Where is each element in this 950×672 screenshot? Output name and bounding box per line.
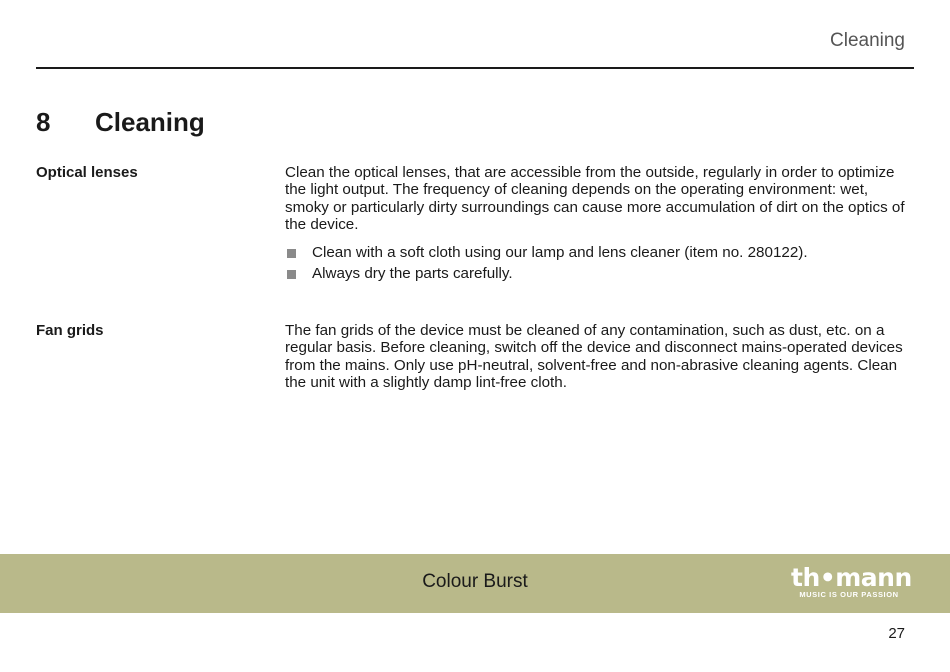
logo-tagline: MUSIC IS OUR PASSION — [799, 590, 899, 599]
section-body — [285, 164, 913, 286]
square-bullet-icon — [287, 249, 296, 258]
chapter-number: 8 — [36, 107, 51, 137]
footer-band — [0, 554, 950, 613]
logo-wordmark: th•mann — [791, 563, 912, 592]
section-label: Fan grids — [36, 322, 104, 339]
bullet-list — [285, 244, 913, 283]
square-bullet-icon — [287, 270, 296, 279]
section-paragraph: The fan grids of the device must be cleaned of any contamination, such as dust, etc. on a regular basis. Before cleaning, switch off the device and disconnect mains-operated devices from the mains. Only use pH-neutral, solvent-free and non-abrasive cleaning agents. Clean the unit with a slightly damp lint-free cloth. — [285, 322, 903, 392]
list-item-text: Clean with a soft cloth using our lamp and lens cleaner (item no. 280122). — [312, 243, 808, 261]
list-item — [285, 265, 913, 282]
list-item — [285, 244, 913, 261]
header-divider — [36, 67, 914, 69]
thomann-logo — [791, 563, 912, 602]
chapter-heading — [36, 107, 205, 138]
section-body — [285, 322, 913, 392]
chapter-title: Cleaning — [95, 107, 205, 137]
section-label: Optical lenses — [36, 164, 138, 181]
running-header-title: Cleaning — [830, 30, 905, 51]
section-paragraph: Clean the optical lenses, that are accessible from the outside, regularly in order to optimize the light output. The frequency of cleaning depends on the operating environment: wet, smoky or particularly dirty surroundings can cause more accumulation of dirt on the optics of the device. — [285, 164, 905, 234]
list-item-text: Always dry the parts carefully. — [312, 265, 513, 283]
page-number: 27 — [888, 625, 905, 642]
product-name: Colour Burst — [422, 571, 528, 592]
